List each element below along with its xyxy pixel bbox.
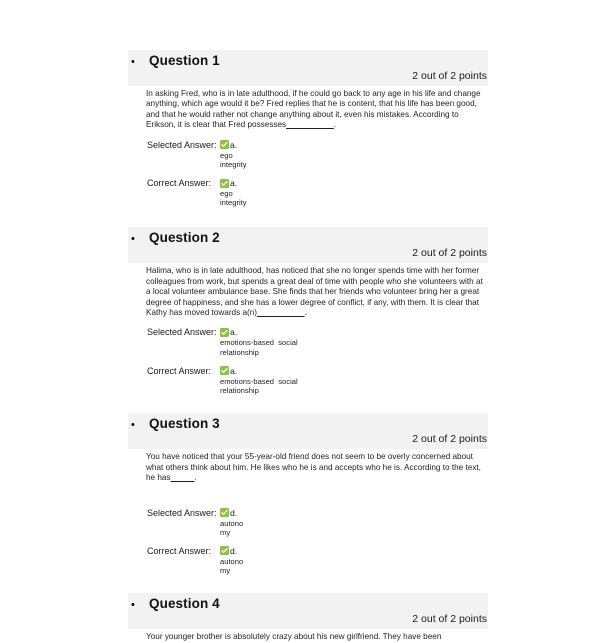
correct-answer-value: [220, 178, 488, 207]
green-check-icon: [220, 508, 229, 517]
question-body-tail: .: [333, 120, 336, 130]
selected-answer-text-line1: emotions-based social: [220, 338, 298, 348]
correct-answer-text-line2: integrity: [220, 198, 247, 208]
question-body: [128, 629, 484, 642]
correct-answer-letter-row: [220, 178, 488, 188]
correct-answer-row: [147, 366, 488, 395]
questions-container: [128, 50, 488, 643]
selected-answer-row: [147, 508, 488, 537]
selected-answer-letter-row: [220, 140, 488, 150]
question-header-4: [128, 593, 488, 629]
correct-answer-text-line2: relationship: [220, 386, 259, 396]
selected-answer-row: [147, 140, 488, 169]
question-body-text: You have noticed that your 55-year-old friend does not seem to be overly concerned about what others think about him. He likes who he is and accepts who he is. According to the text, he has: [146, 452, 481, 483]
question-title: Question 1: [149, 53, 220, 68]
question-title-row-1: [128, 52, 488, 69]
question-body: [128, 449, 484, 483]
selected-answer-label: Selected Answer:: [147, 327, 217, 338]
question-title: Question 2: [149, 230, 220, 246]
selected-answer-letter: d.: [230, 507, 238, 518]
selected-answer-text-line2: relationship: [220, 347, 259, 357]
selected-answer-value: [220, 327, 488, 356]
correct-answer-label: Correct Answer:: [147, 365, 212, 376]
selected-answer-text: [220, 518, 340, 537]
correct-answer-letter: d.: [230, 545, 238, 556]
selected-answer-text: [220, 337, 340, 356]
selected-answer-row: [147, 327, 488, 356]
correct-answer-value: [220, 366, 488, 395]
selected-answer-letter: a.: [230, 327, 238, 338]
correct-answer-text-line2: my: [220, 566, 231, 576]
correct-answer-text: [220, 556, 340, 575]
question-body: [128, 86, 484, 131]
bullet-icon: •: [131, 419, 135, 432]
green-check-icon: [220, 328, 229, 337]
question-body-text: Your younger brother is absolutely crazy about his new girlfriend. They have been: [146, 632, 442, 642]
selected-answer-label: Selected Answer:: [147, 507, 217, 518]
correct-answer-text-line1: emotions-based social: [220, 376, 298, 386]
selected-answer-value: [220, 508, 488, 537]
question-points: 2 out of 2 points: [412, 433, 487, 446]
correct-answer-row: [147, 178, 488, 207]
correct-answer-letter: a.: [230, 178, 238, 189]
correct-answer-letter: a.: [230, 365, 238, 376]
question-title-row-2: [128, 229, 488, 246]
correct-answer-text-line1: autono: [220, 556, 244, 566]
selected-answer-text-line1: ego: [220, 150, 233, 160]
bullet-icon: •: [131, 599, 135, 612]
selected-answer-letter-row: [220, 327, 488, 337]
green-check-icon: [220, 140, 229, 149]
selected-answer-text: [220, 150, 340, 169]
question-body: [128, 263, 484, 318]
question-title: Question 3: [149, 416, 220, 432]
selected-answer-value: [220, 140, 488, 169]
answers-group-2: [128, 318, 488, 395]
selected-answer-text-line2: integrity: [220, 159, 247, 169]
question-body-text: Halima, who is in late adulthood, has noticed that she no longer spends time with her former colleagues from work, but spends a great deal of time with people who she volunteers with at a local volunteer ambulance base. She finds that her friends who volunteer bring her a great degree of happiness, and she has a lower degree of conflict, if any, with them. It is clear that Kathy has moved towards a(n): [146, 266, 483, 318]
question-blank: __________: [257, 308, 305, 318]
question-title: Question 4: [149, 596, 220, 612]
correct-answer-text-line1: ego: [220, 189, 233, 199]
selected-answer-letter-row: [220, 508, 488, 518]
correct-answer-letter-row: [220, 366, 488, 376]
answers-group-1: [128, 131, 488, 208]
question-block-2: [128, 227, 488, 395]
question-body-tail: .: [194, 473, 197, 483]
answers-group-3: [128, 484, 488, 576]
correct-answer-text: [220, 188, 340, 207]
question-points: 2 out of 2 points: [412, 70, 487, 82]
question-blank: _____: [170, 473, 195, 483]
bullet-icon: •: [131, 56, 135, 68]
green-check-icon: [220, 546, 229, 555]
selected-answer-text-line1: autono: [220, 518, 244, 528]
question-header-3: [128, 413, 488, 449]
green-check-icon: [220, 366, 229, 375]
question-block-4: [128, 593, 488, 642]
correct-answer-letter-row: [220, 546, 488, 556]
correct-answer-text: [220, 376, 340, 395]
question-points: 2 out of 2 points: [412, 247, 487, 260]
question-body-text: In asking Fred, who is in late adulthood, if he could go back to any age in his life and change anything, which age would it be? Fred replies that he is content, that his life has been good, and that he would rather not change anything about it, even his mistakes. According to Erikson, it is clear that Fred possesses: [146, 89, 481, 130]
question-title-row-3: [128, 415, 488, 432]
green-check-icon: [220, 179, 229, 188]
block-spacer: [128, 584, 488, 593]
question-block-3: [128, 413, 488, 575]
block-spacer: [128, 404, 488, 413]
block-spacer: [128, 216, 488, 227]
question-body-tail: .: [304, 308, 307, 318]
selected-answer-text-line2: my: [220, 527, 231, 537]
question-blank: __________: [286, 120, 334, 130]
correct-answer-label: Correct Answer:: [147, 178, 212, 189]
selected-answer-label: Selected Answer:: [147, 139, 217, 150]
question-header-2: [128, 227, 488, 263]
correct-answer-row: [147, 546, 488, 575]
question-title-row-4: [128, 595, 488, 612]
selected-answer-letter: a.: [230, 139, 238, 150]
question-block-1: [128, 50, 488, 207]
correct-answer-value: [220, 546, 488, 575]
correct-answer-label: Correct Answer:: [147, 545, 212, 556]
bullet-icon: •: [131, 233, 135, 246]
question-header-1: [128, 50, 488, 86]
question-points: 2 out of 2 points: [412, 613, 487, 626]
